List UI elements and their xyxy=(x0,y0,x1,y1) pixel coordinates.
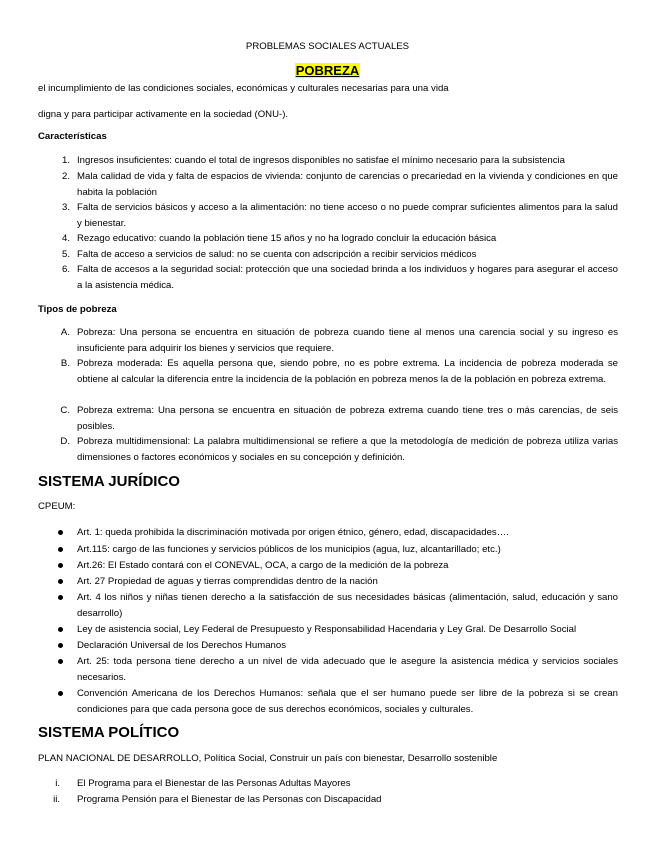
list-text: Pobreza moderada: Es aquella persona que, siendo pobre, no es pobre extrema. La incidencia de pobreza moderada se obtiene al calcular la diferencia entre la incidencia de la población en pobreza menos la de la población en pobreza extrema. xyxy=(77,358,618,385)
list-letter: D. xyxy=(60,436,70,447)
bullet-text: Art. 27 Propiedad de aguas y tierras comprendidas dentro de la nación xyxy=(77,576,378,587)
list-number: 3. xyxy=(61,202,70,213)
politico-subtitle: PLAN NACIONAL DE DESARROLLO, Política Social, Construir un país con bienestar, Desarrollo sostenible xyxy=(38,753,498,764)
list-number: 2. xyxy=(61,171,70,182)
bullet-item xyxy=(38,590,618,621)
list-numeral: i. xyxy=(55,778,60,789)
list-item xyxy=(38,247,618,263)
bullet-icon xyxy=(58,643,63,648)
bullet-item xyxy=(38,638,618,654)
bullet-icon xyxy=(58,659,63,664)
bullet-icon xyxy=(58,627,63,632)
list-item xyxy=(38,231,618,247)
pobreza-definition-line-2: digna y para participar activamente en la sociedad (ONU-). xyxy=(38,109,289,120)
bullet-item xyxy=(38,686,618,717)
list-letter: B. xyxy=(60,358,70,369)
bullet-item xyxy=(38,654,618,685)
bullet-icon xyxy=(58,579,63,584)
list-text: Pobreza extrema: Una persona se encuentra en situación de pobreza extrema cuando tiene tres o más carencias, de seis posibles. xyxy=(77,405,618,432)
list-number: 6. xyxy=(61,264,70,275)
list-item xyxy=(38,200,618,231)
bullet-item xyxy=(38,542,618,558)
list-text: Ingresos insuficientes: cuando el total de ingresos disponibles no satisfae el mínimo necesario para la subsistencia xyxy=(77,155,565,166)
pobreza-title: POBREZA xyxy=(295,63,360,78)
list-item xyxy=(38,403,618,434)
list-text: Falta de accesos a la seguridad social: protección que una sociedad brinda a los individuos y hogares para asegurar el acceso a la asistencia médica. xyxy=(77,264,618,291)
bullet-icon xyxy=(58,691,63,696)
politico-heading: SISTEMA POLÍTICO xyxy=(38,724,180,741)
tipos-heading: Tipos de pobreza xyxy=(38,304,117,315)
bullet-text: Art.26: El Estado contará con el CONEVAL, OCA, a cargo de la medición de la pobreza xyxy=(77,560,449,571)
list-item xyxy=(38,169,618,200)
list-item xyxy=(38,792,618,808)
list-text: Rezago educativo: cuando la población tiene 15 años y no ha logrado concluir la educación básica xyxy=(77,233,497,244)
bullet-icon xyxy=(58,547,63,552)
list-item xyxy=(38,325,618,356)
bullet-item xyxy=(38,525,618,541)
caracteristicas-heading: Características xyxy=(38,131,107,142)
bullet-icon xyxy=(58,563,63,568)
bullet-item xyxy=(38,558,618,574)
list-text: Falta de servicios básicos y acceso a la alimentación: no tiene acceso o no puede comprar suficientes alimentos para la salud y bienestar. xyxy=(77,202,618,229)
list-item xyxy=(38,434,618,465)
list-text: Falta de acceso a servicios de salud: no se cuenta con adscripción a recibir servicios médicos xyxy=(77,249,477,260)
list-item xyxy=(38,153,618,169)
bullet-text: Art. 4 los niños y niñas tienen derecho a la satisfacción de sus necesidades básicas (alimentación, salud, educación y sano desarrollo) xyxy=(77,592,618,619)
pobreza-title-banner xyxy=(0,62,655,80)
bullet-text: Convención Americana de los Derechos Humanos: señala que el ser humano puede ser libre de la pobreza si se crean condiciones para que cada persona goce de sus derechos económicos, sociales y culturales. xyxy=(77,688,618,715)
list-letter: C. xyxy=(60,405,70,416)
list-text: Pobreza multidimensional: La palabra multidimensional se refiere a que la metodología de medición de pobreza utiliza varias dimensiones o factores económicos y sociales en su concepción y definición. xyxy=(77,436,618,463)
bullet-text: Art. 1: queda prohibida la discriminación motivada por origen étnico, género, edad, discapacidades…. xyxy=(77,527,509,538)
list-text: Mala calidad de vida y falta de espacios de vivienda: conjunto de carencias o precariedad en la vivienda y condiciones en que habita la población xyxy=(77,171,618,198)
juridico-heading: SISTEMA JURÍDICO xyxy=(38,473,180,490)
pobreza-definition-line-1: el incumplimiento de las condiciones sociales, económicas y culturales necesarias para una vida xyxy=(38,83,449,94)
list-letter: A. xyxy=(60,327,70,338)
bullet-text: Art. 25: toda persona tiene derecho a un nivel de vida adecuado que le asegure la asistencia médica y servicios sociales necesarios. xyxy=(77,656,618,683)
bullet-item xyxy=(38,574,618,590)
list-item xyxy=(38,356,618,403)
list-text: Programa Pensión para el Bienestar de las Personas con Discapacidad xyxy=(77,794,382,805)
list-numeral: ii. xyxy=(53,794,60,805)
bullet-text: Ley de asistencia social, Ley Federal de Presupuesto y Responsabilidad Hacendaria y Ley Gral. De Desarrollo Social xyxy=(77,624,577,635)
list-item xyxy=(38,776,618,792)
list-number: 5. xyxy=(61,249,70,260)
bullet-text: Declaración Universal de los Derechos Humanos xyxy=(77,640,287,651)
bullet-icon xyxy=(58,595,63,600)
list-text: Pobreza: Una persona se encuentra en situación de pobreza cuando tiene al menos una carencia social y su ingreso es insuficiente para adquirir los bienes y servicios que requiere. xyxy=(77,327,618,354)
juridico-subtitle: CPEUM: xyxy=(38,501,76,512)
list-number: 1. xyxy=(61,155,70,166)
list-item xyxy=(38,262,618,293)
list-number: 4. xyxy=(61,233,70,244)
list-text: El Programa para el Bienestar de las Personas Adultas Mayores xyxy=(77,778,351,789)
bullet-item xyxy=(38,622,618,638)
document-title: PROBLEMAS SOCIALES ACTUALES xyxy=(245,41,410,52)
bullet-icon xyxy=(58,530,63,535)
bullet-text: Art.115: cargo de las funciones y servicios públicos de los municipios (agua, luz, alcantarillado; etc.) xyxy=(77,544,501,555)
